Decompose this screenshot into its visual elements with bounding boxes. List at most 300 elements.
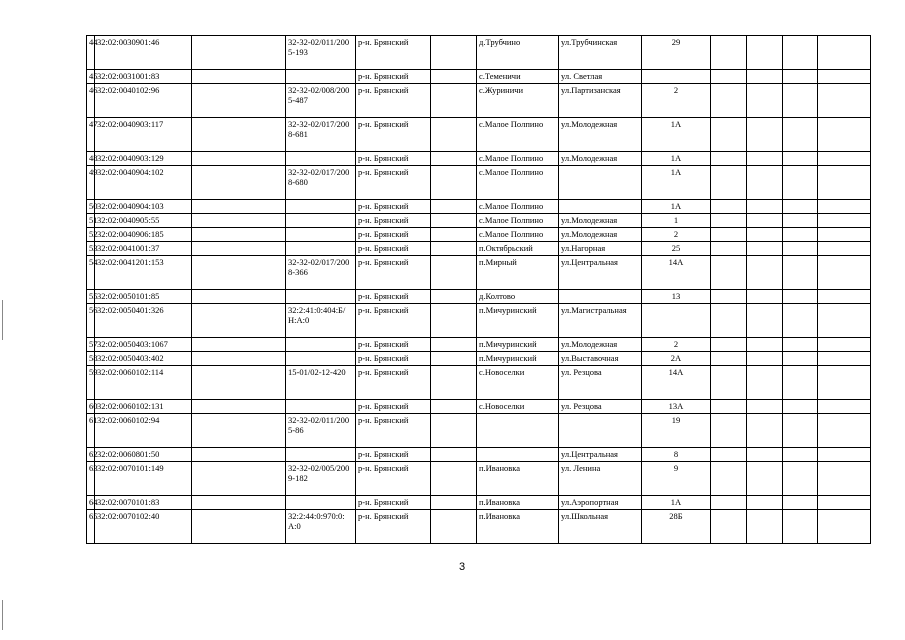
empty-cell xyxy=(747,166,783,200)
district: р-н. Брянский xyxy=(356,152,431,166)
empty-cell xyxy=(747,214,783,228)
empty-cell xyxy=(192,84,286,118)
registration-number xyxy=(286,448,356,462)
empty-cell xyxy=(783,448,818,462)
cadastral-number: 32:02:0040903:117 xyxy=(95,118,192,152)
empty-cell xyxy=(783,510,818,544)
row-number: 59 xyxy=(87,366,95,400)
empty-cell xyxy=(711,366,747,400)
cadastral-number: 32:02:0040102:96 xyxy=(95,84,192,118)
district: р-н. Брянский xyxy=(356,448,431,462)
empty-cell xyxy=(818,256,871,290)
house-number: 13 xyxy=(642,290,711,304)
registration-number: 32-32-02/017/2008-681 xyxy=(286,118,356,152)
empty-cell xyxy=(783,84,818,118)
empty-cell xyxy=(711,400,747,414)
empty-cell xyxy=(747,118,783,152)
street: ул.Молодежная xyxy=(559,338,642,352)
table-row xyxy=(87,214,871,228)
empty-cell xyxy=(818,462,871,496)
empty-cell xyxy=(431,152,477,166)
empty-cell xyxy=(192,70,286,84)
row-number: 47 xyxy=(87,118,95,152)
empty-cell xyxy=(711,352,747,366)
row-number: 64 xyxy=(87,496,95,510)
cadastral-number: 32:02:0050403:402 xyxy=(95,352,192,366)
table-row xyxy=(87,152,871,166)
house-number: 1А xyxy=(642,496,711,510)
empty-cell xyxy=(711,152,747,166)
empty-cell xyxy=(747,200,783,214)
registration-number: 32-32-02/017/2008-680 xyxy=(286,166,356,200)
house-number: 2 xyxy=(642,84,711,118)
street: ул.Молодежная xyxy=(559,118,642,152)
empty-cell xyxy=(711,338,747,352)
empty-cell xyxy=(747,338,783,352)
empty-cell xyxy=(783,200,818,214)
registration-number: 32-32-02/008/2005-487 xyxy=(286,84,356,118)
empty-cell xyxy=(431,510,477,544)
property-table xyxy=(86,35,871,544)
street: ул. Ленина xyxy=(559,462,642,496)
district: р-н. Брянский xyxy=(356,200,431,214)
street: ул.Центральная xyxy=(559,448,642,462)
locality xyxy=(477,448,559,462)
table-row xyxy=(87,70,871,84)
row-number: 50 xyxy=(87,200,95,214)
empty-cell xyxy=(818,338,871,352)
empty-cell xyxy=(818,304,871,338)
empty-cell xyxy=(431,462,477,496)
district: р-н. Брянский xyxy=(356,228,431,242)
scan-edge-mark xyxy=(2,300,3,340)
empty-cell xyxy=(747,304,783,338)
table-row xyxy=(87,256,871,290)
table-row xyxy=(87,510,871,544)
street: ул. Светлая xyxy=(559,70,642,84)
empty-cell xyxy=(192,414,286,448)
empty-cell xyxy=(192,400,286,414)
table-row xyxy=(87,36,871,70)
empty-cell xyxy=(818,366,871,400)
house-number: 28Б xyxy=(642,510,711,544)
empty-cell xyxy=(818,36,871,70)
table-row xyxy=(87,228,871,242)
registration-number xyxy=(286,352,356,366)
empty-cell xyxy=(818,496,871,510)
empty-cell xyxy=(431,352,477,366)
house-number xyxy=(642,70,711,84)
cadastral-number: 32:02:0030901:46 xyxy=(95,36,192,70)
table-row xyxy=(87,338,871,352)
house-number: 8 xyxy=(642,448,711,462)
cadastral-number: 32:02:0040903:129 xyxy=(95,152,192,166)
district: р-н. Брянский xyxy=(356,462,431,496)
empty-cell xyxy=(711,228,747,242)
table-body xyxy=(87,36,871,544)
empty-cell xyxy=(192,496,286,510)
table-row xyxy=(87,304,871,338)
district: р-н. Брянский xyxy=(356,256,431,290)
empty-cell xyxy=(747,36,783,70)
row-number: 49 xyxy=(87,166,95,200)
house-number: 2А xyxy=(642,352,711,366)
scan-edge-mark xyxy=(2,600,3,630)
house-number: 25 xyxy=(642,242,711,256)
cadastral-number: 32:02:0060102:114 xyxy=(95,366,192,400)
empty-cell xyxy=(747,256,783,290)
house-number: 1А xyxy=(642,166,711,200)
street xyxy=(559,166,642,200)
empty-cell xyxy=(783,338,818,352)
cadastral-number: 32:02:0060102:94 xyxy=(95,414,192,448)
row-number: 55 xyxy=(87,290,95,304)
empty-cell xyxy=(747,84,783,118)
locality: д.Колтово xyxy=(477,290,559,304)
cadastral-number: 32:02:0070102:40 xyxy=(95,510,192,544)
cadastral-number: 32:02:0040905:55 xyxy=(95,214,192,228)
empty-cell xyxy=(747,366,783,400)
empty-cell xyxy=(783,290,818,304)
empty-cell xyxy=(783,70,818,84)
table-row xyxy=(87,400,871,414)
table-row xyxy=(87,84,871,118)
empty-cell xyxy=(818,510,871,544)
house-number: 1А xyxy=(642,118,711,152)
empty-cell xyxy=(818,166,871,200)
empty-cell xyxy=(818,352,871,366)
table-row xyxy=(87,496,871,510)
empty-cell xyxy=(818,414,871,448)
empty-cell xyxy=(192,36,286,70)
row-number: 48 xyxy=(87,152,95,166)
district: р-н. Брянский xyxy=(356,36,431,70)
empty-cell xyxy=(747,290,783,304)
registration-number: 32-32-02/005/2009-182 xyxy=(286,462,356,496)
empty-cell xyxy=(192,152,286,166)
street xyxy=(559,200,642,214)
empty-cell xyxy=(783,228,818,242)
district: р-н. Брянский xyxy=(356,496,431,510)
district: р-н. Брянский xyxy=(356,352,431,366)
empty-cell xyxy=(192,448,286,462)
district: р-н. Брянский xyxy=(356,366,431,400)
registration-number: 32:2:44:0:970:0:А:0 xyxy=(286,510,356,544)
empty-cell xyxy=(711,304,747,338)
empty-cell xyxy=(431,338,477,352)
row-number: 54 xyxy=(87,256,95,290)
row-number: 63 xyxy=(87,462,95,496)
street xyxy=(559,414,642,448)
empty-cell xyxy=(192,242,286,256)
empty-cell xyxy=(818,200,871,214)
street: ул. Резцова xyxy=(559,366,642,400)
empty-cell xyxy=(711,496,747,510)
empty-cell xyxy=(711,214,747,228)
district: р-н. Брянский xyxy=(356,166,431,200)
table-row xyxy=(87,290,871,304)
district: р-н. Брянский xyxy=(356,84,431,118)
street: ул.Молодежная xyxy=(559,152,642,166)
district: р-н. Брянский xyxy=(356,414,431,448)
empty-cell xyxy=(818,152,871,166)
empty-cell xyxy=(818,214,871,228)
empty-cell xyxy=(711,290,747,304)
cadastral-number: 32:02:0040904:102 xyxy=(95,166,192,200)
empty-cell xyxy=(711,510,747,544)
empty-cell xyxy=(192,366,286,400)
locality xyxy=(477,414,559,448)
street: ул.Школьная xyxy=(559,510,642,544)
street: ул.Трубчинская xyxy=(559,36,642,70)
empty-cell xyxy=(783,242,818,256)
empty-cell xyxy=(818,448,871,462)
registration-number xyxy=(286,214,356,228)
empty-cell xyxy=(711,414,747,448)
cadastral-number: 32:02:0060801:50 xyxy=(95,448,192,462)
street xyxy=(559,290,642,304)
empty-cell xyxy=(431,366,477,400)
row-number: 58 xyxy=(87,352,95,366)
empty-cell xyxy=(431,304,477,338)
registration-number: 32-32-02/017/2008-366 xyxy=(286,256,356,290)
empty-cell xyxy=(783,166,818,200)
table-row xyxy=(87,352,871,366)
street: ул.Молодежная xyxy=(559,214,642,228)
row-number: 45 xyxy=(87,70,95,84)
empty-cell xyxy=(747,152,783,166)
empty-cell xyxy=(783,414,818,448)
empty-cell xyxy=(431,70,477,84)
empty-cell xyxy=(783,352,818,366)
empty-cell xyxy=(818,228,871,242)
district: р-н. Брянский xyxy=(356,400,431,414)
locality: с.Новоселки xyxy=(477,400,559,414)
empty-cell xyxy=(431,242,477,256)
house-number: 19 xyxy=(642,414,711,448)
district: р-н. Брянский xyxy=(356,242,431,256)
house-number xyxy=(642,304,711,338)
street: ул.Молодежная xyxy=(559,228,642,242)
registration-number xyxy=(286,400,356,414)
street: ул.Нагорная xyxy=(559,242,642,256)
empty-cell xyxy=(747,242,783,256)
empty-cell xyxy=(431,496,477,510)
empty-cell xyxy=(747,448,783,462)
registration-number xyxy=(286,70,356,84)
empty-cell xyxy=(192,462,286,496)
empty-cell xyxy=(431,200,477,214)
empty-cell xyxy=(783,366,818,400)
registration-number xyxy=(286,200,356,214)
row-number: 44 xyxy=(87,36,95,70)
locality: п.Мирный xyxy=(477,256,559,290)
empty-cell xyxy=(192,290,286,304)
empty-cell xyxy=(783,118,818,152)
empty-cell xyxy=(192,256,286,290)
registration-number: 32-32-02/011/2005-193 xyxy=(286,36,356,70)
table-row xyxy=(87,200,871,214)
empty-cell xyxy=(192,338,286,352)
registration-number xyxy=(286,228,356,242)
row-number: 52 xyxy=(87,228,95,242)
cadastral-number: 32:02:0040904:103 xyxy=(95,200,192,214)
locality: с.Малое Полпино xyxy=(477,200,559,214)
locality: п.Ивановка xyxy=(477,496,559,510)
district: р-н. Брянский xyxy=(356,338,431,352)
empty-cell xyxy=(711,70,747,84)
cadastral-number: 32:02:0070101:149 xyxy=(95,462,192,496)
empty-cell xyxy=(431,166,477,200)
page-number: 3 xyxy=(458,561,466,573)
empty-cell xyxy=(818,70,871,84)
locality: п.Ивановка xyxy=(477,510,559,544)
street: ул.Центральная xyxy=(559,256,642,290)
registration-number: 32-32-02/011/2005-86 xyxy=(286,414,356,448)
empty-cell xyxy=(783,36,818,70)
empty-cell xyxy=(783,400,818,414)
row-number: 51 xyxy=(87,214,95,228)
empty-cell xyxy=(783,214,818,228)
registration-number: 15-01/02-12-420 xyxy=(286,366,356,400)
district: р-н. Брянский xyxy=(356,290,431,304)
empty-cell xyxy=(192,304,286,338)
empty-cell xyxy=(747,510,783,544)
row-number: 60 xyxy=(87,400,95,414)
locality: п.Мичуринский xyxy=(477,352,559,366)
empty-cell xyxy=(711,200,747,214)
empty-cell xyxy=(783,256,818,290)
empty-cell xyxy=(431,36,477,70)
empty-cell xyxy=(818,118,871,152)
empty-cell xyxy=(192,510,286,544)
district: р-н. Брянский xyxy=(356,510,431,544)
table-row xyxy=(87,448,871,462)
locality: с.Малое Полпино xyxy=(477,118,559,152)
empty-cell xyxy=(783,304,818,338)
house-number: 1А xyxy=(642,152,711,166)
registration-number xyxy=(286,242,356,256)
table-row xyxy=(87,462,871,496)
row-number: 62 xyxy=(87,448,95,462)
locality: д.Трубчино xyxy=(477,36,559,70)
empty-cell xyxy=(747,70,783,84)
empty-cell xyxy=(711,166,747,200)
locality: с.Теменичи xyxy=(477,70,559,84)
street: ул.Выставочная xyxy=(559,352,642,366)
empty-cell xyxy=(747,496,783,510)
empty-cell xyxy=(783,462,818,496)
empty-cell xyxy=(711,118,747,152)
table-row xyxy=(87,242,871,256)
row-number: 65 xyxy=(87,510,95,544)
empty-cell xyxy=(711,256,747,290)
empty-cell xyxy=(783,496,818,510)
empty-cell xyxy=(711,84,747,118)
house-number: 1А xyxy=(642,200,711,214)
row-number: 46 xyxy=(87,84,95,118)
table-row xyxy=(87,366,871,400)
district: р-н. Брянский xyxy=(356,214,431,228)
house-number: 9 xyxy=(642,462,711,496)
house-number: 13А xyxy=(642,400,711,414)
empty-cell xyxy=(431,214,477,228)
row-number: 56 xyxy=(87,304,95,338)
locality: с.Малое Полпино xyxy=(477,152,559,166)
empty-cell xyxy=(747,228,783,242)
empty-cell xyxy=(192,214,286,228)
locality: с.Журиничи xyxy=(477,84,559,118)
empty-cell xyxy=(783,152,818,166)
registration-number xyxy=(286,338,356,352)
cadastral-number: 32:02:0031001:83 xyxy=(95,70,192,84)
empty-cell xyxy=(431,84,477,118)
row-number: 61 xyxy=(87,414,95,448)
empty-cell xyxy=(431,256,477,290)
house-number: 1 xyxy=(642,214,711,228)
cadastral-number: 32:02:0070101:83 xyxy=(95,496,192,510)
locality: п.Мичуринский xyxy=(477,304,559,338)
street: ул.Партизанская xyxy=(559,84,642,118)
empty-cell xyxy=(431,448,477,462)
empty-cell xyxy=(818,290,871,304)
house-number: 29 xyxy=(642,36,711,70)
registration-number xyxy=(286,152,356,166)
locality: с.Малое Полпино xyxy=(477,228,559,242)
locality: п.Октябрьский xyxy=(477,242,559,256)
empty-cell xyxy=(747,462,783,496)
empty-cell xyxy=(192,352,286,366)
empty-cell xyxy=(431,400,477,414)
registration-number: 32:2:41:0:404:Б/Н:А:0 xyxy=(286,304,356,338)
row-number: 53 xyxy=(87,242,95,256)
empty-cell xyxy=(818,242,871,256)
table-row xyxy=(87,166,871,200)
street: ул.Аэропортная xyxy=(559,496,642,510)
cadastral-number: 32:02:0050401:326 xyxy=(95,304,192,338)
street: ул.Магистральная xyxy=(559,304,642,338)
empty-cell xyxy=(192,166,286,200)
cadastral-number: 32:02:0050101:85 xyxy=(95,290,192,304)
cadastral-number: 32:02:0060102:131 xyxy=(95,400,192,414)
registration-number xyxy=(286,290,356,304)
house-number: 2 xyxy=(642,228,711,242)
empty-cell xyxy=(747,352,783,366)
district: р-н. Брянский xyxy=(356,118,431,152)
empty-cell xyxy=(192,118,286,152)
locality: п.Мичуринский xyxy=(477,338,559,352)
street: ул. Резцова xyxy=(559,400,642,414)
locality: с.Малое Полпино xyxy=(477,166,559,200)
table-row xyxy=(87,414,871,448)
district: р-н. Брянский xyxy=(356,70,431,84)
locality: п.Ивановка xyxy=(477,462,559,496)
cadastral-number: 32:02:0050403:1067 xyxy=(95,338,192,352)
cadastral-number: 32:02:0040906:185 xyxy=(95,228,192,242)
district: р-н. Брянский xyxy=(356,304,431,338)
house-number: 2 xyxy=(642,338,711,352)
empty-cell xyxy=(818,84,871,118)
empty-cell xyxy=(431,118,477,152)
empty-cell xyxy=(711,242,747,256)
empty-cell xyxy=(711,462,747,496)
registration-number xyxy=(286,496,356,510)
locality: с.Новоселки xyxy=(477,366,559,400)
house-number: 14А xyxy=(642,256,711,290)
empty-cell xyxy=(431,414,477,448)
empty-cell xyxy=(192,200,286,214)
house-number: 14А xyxy=(642,366,711,400)
